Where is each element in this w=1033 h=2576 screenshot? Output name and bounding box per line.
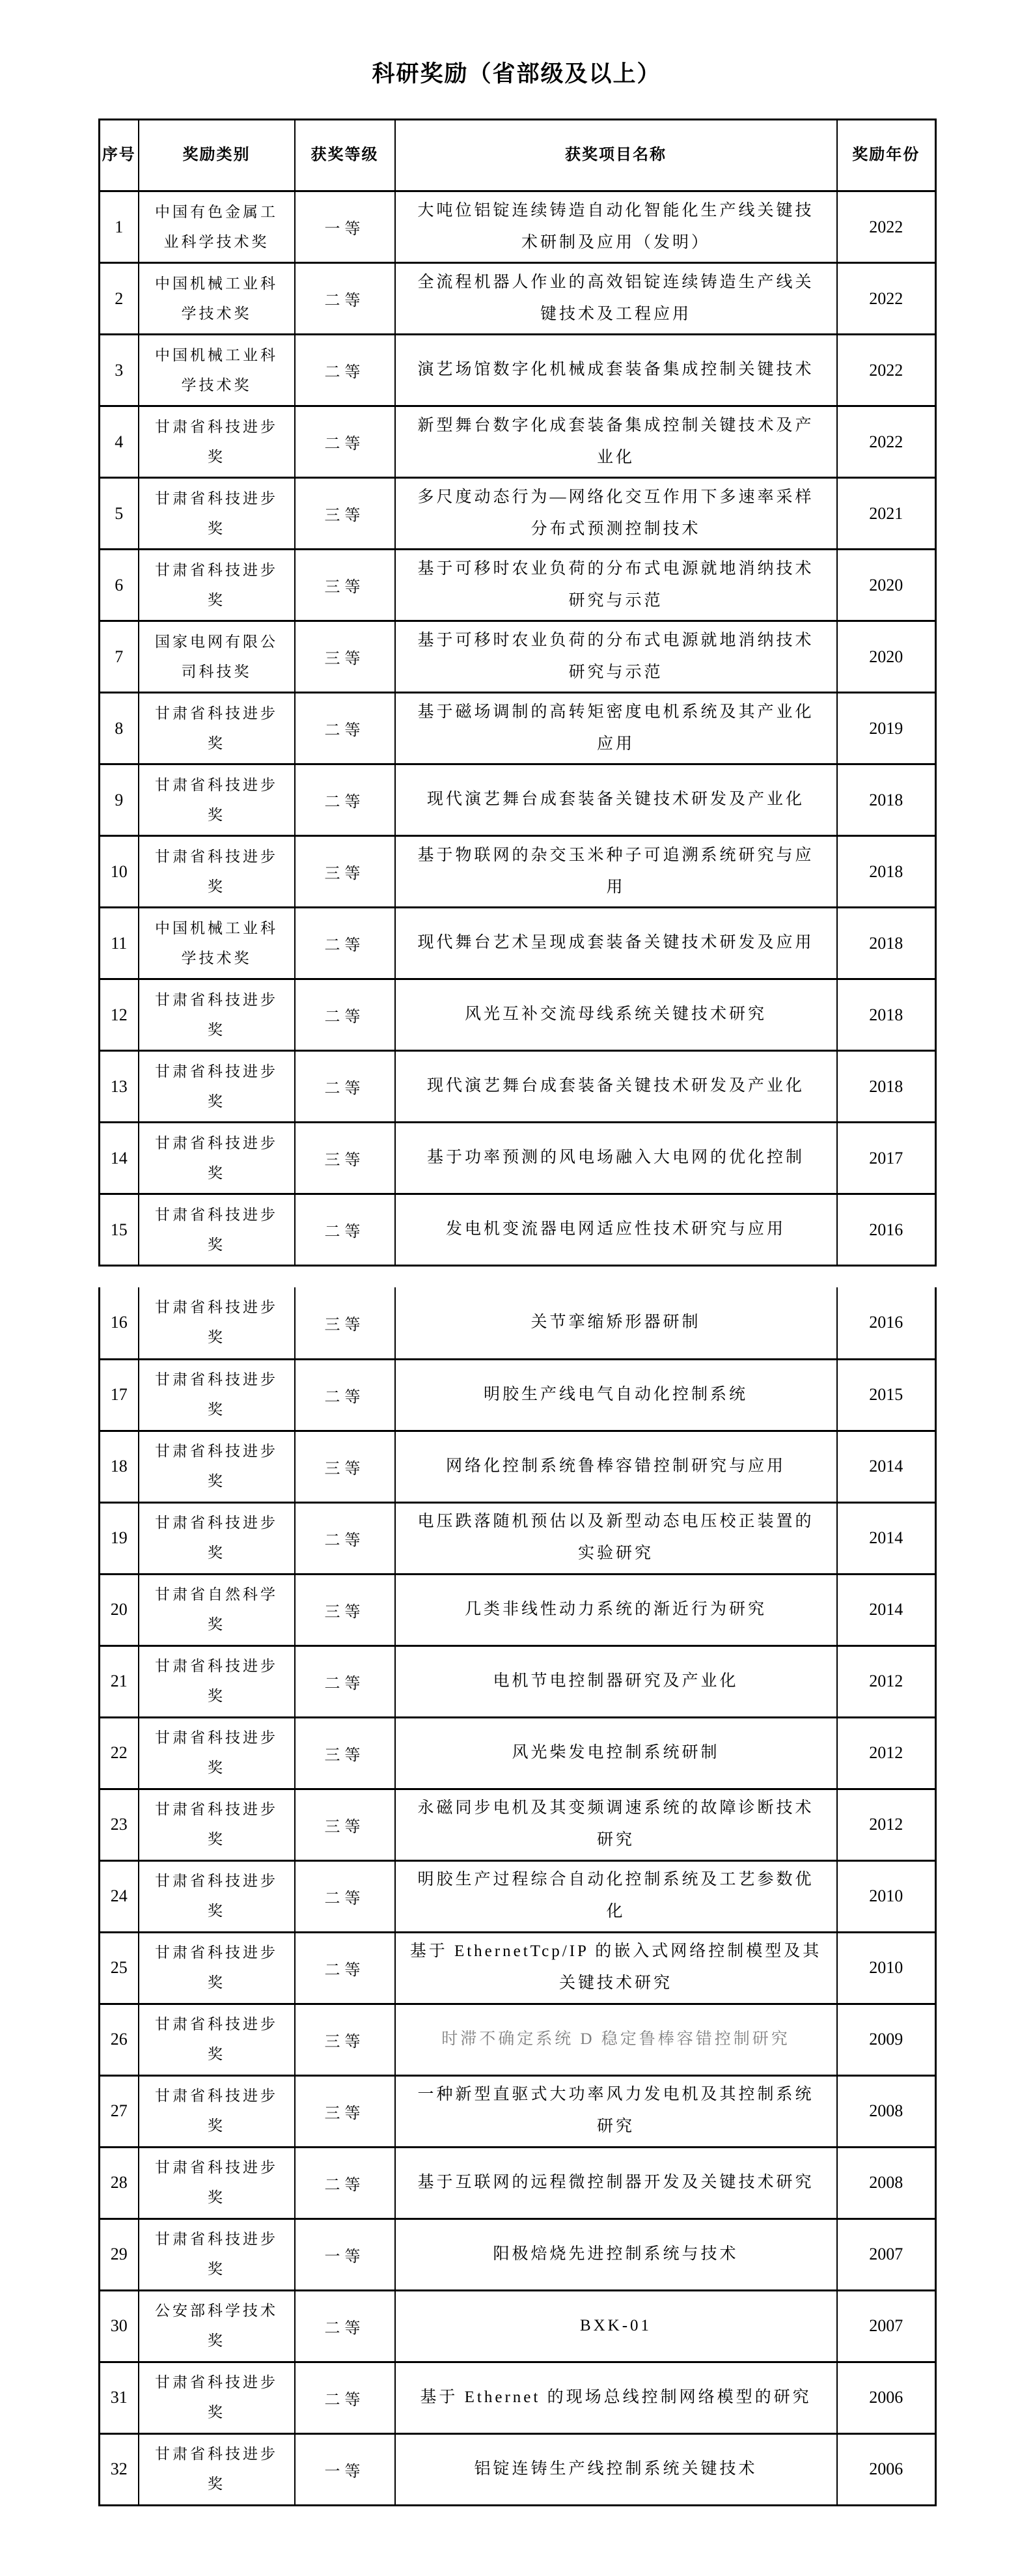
category-cell: 甘肃省科技进步奖 bbox=[139, 1431, 295, 1502]
no-cell: 6 bbox=[100, 550, 139, 621]
project-cell: BXK-01 bbox=[395, 2290, 837, 2362]
category-cell: 甘肃省科技进步奖 bbox=[139, 2147, 295, 2219]
table-row bbox=[100, 335, 936, 406]
project-cell: 阳极焙烧先进控制系统与技术 bbox=[395, 2219, 837, 2290]
table-row bbox=[100, 2362, 936, 2433]
category-cell: 甘肃省科技进步奖 bbox=[139, 764, 295, 836]
grade-cell: 三等 bbox=[295, 2004, 395, 2075]
project-cell: 基于互联网的远程微控制器开发及关键技术研究 bbox=[395, 2147, 837, 2219]
grade-cell: 二等 bbox=[295, 979, 395, 1051]
project-cell: 几类非线性动力系统的渐近行为研究 bbox=[395, 1574, 837, 1645]
year-cell: 2014 bbox=[837, 1502, 936, 1574]
year-cell: 2007 bbox=[837, 2219, 936, 2290]
grade-cell: 二等 bbox=[295, 1359, 395, 1431]
no-cell: 23 bbox=[100, 1789, 139, 1860]
year-cell: 2022 bbox=[837, 191, 936, 263]
table-row bbox=[100, 1932, 936, 2004]
table-row bbox=[100, 1645, 936, 1717]
grade-cell: 三等 bbox=[295, 1789, 395, 1860]
year-cell: 2020 bbox=[837, 550, 936, 621]
category-cell: 甘肃省科技进步奖 bbox=[139, 836, 295, 908]
no-cell: 19 bbox=[100, 1502, 139, 1574]
grade-cell: 二等 bbox=[295, 2290, 395, 2362]
no-cell: 21 bbox=[100, 1645, 139, 1717]
year-cell: 2022 bbox=[837, 406, 936, 478]
category-cell: 中国有色金属工业科学技术奖 bbox=[139, 191, 295, 263]
project-cell: 现代舞台艺术呈现成套装备关键技术研发及应用 bbox=[395, 908, 837, 979]
year-cell: 2010 bbox=[837, 1932, 936, 2004]
table-row bbox=[100, 764, 936, 836]
grade-cell: 二等 bbox=[295, 263, 395, 335]
category-cell: 公安部科学技术奖 bbox=[139, 2290, 295, 2362]
column-header-grade: 获奖等级 bbox=[295, 120, 395, 191]
grade-cell: 三等 bbox=[295, 2075, 395, 2147]
column-header-year: 奖励年份 bbox=[837, 120, 936, 191]
category-cell: 甘肃省科技进步奖 bbox=[139, 1860, 295, 1932]
category-cell: 甘肃省科技进步奖 bbox=[139, 1287, 295, 1359]
grade-cell: 二等 bbox=[295, 764, 395, 836]
category-cell: 甘肃省科技进步奖 bbox=[139, 1502, 295, 1574]
grade-cell: 一等 bbox=[295, 191, 395, 263]
project-cell: 大吨位铝锭连续铸造自动化智能化生产线关键技术研制及应用（发明） bbox=[395, 191, 837, 263]
year-cell: 2017 bbox=[837, 1123, 936, 1194]
table-row bbox=[100, 550, 936, 621]
grade-cell: 三等 bbox=[295, 1431, 395, 1502]
project-cell: 基于可移时农业负荷的分布式电源就地消纳技术研究与示范 bbox=[395, 550, 837, 621]
grade-cell: 三等 bbox=[295, 621, 395, 693]
table-row bbox=[100, 1287, 936, 1359]
category-cell: 甘肃省科技进步奖 bbox=[139, 1359, 295, 1431]
category-cell: 中国机械工业科学技术奖 bbox=[139, 335, 295, 406]
table-row bbox=[100, 2075, 936, 2147]
grade-cell: 三等 bbox=[295, 1717, 395, 1789]
no-cell: 5 bbox=[100, 478, 139, 550]
category-cell: 甘肃省科技进步奖 bbox=[139, 1194, 295, 1266]
grade-cell: 三等 bbox=[295, 1123, 395, 1194]
category-cell: 甘肃省科技进步奖 bbox=[139, 2004, 295, 2075]
grade-cell: 二等 bbox=[295, 1645, 395, 1717]
year-cell: 2012 bbox=[837, 1789, 936, 1860]
no-cell: 12 bbox=[100, 979, 139, 1051]
project-cell: 基于功率预测的风电场融入大电网的优化控制 bbox=[395, 1123, 837, 1194]
project-cell: 基于磁场调制的高转矩密度电机系统及其产业化应用 bbox=[395, 693, 837, 764]
project-cell: 明胶生产过程综合自动化控制系统及工艺参数优化 bbox=[395, 1860, 837, 1932]
project-cell: 一种新型直驱式大功率风力发电机及其控制系统研究 bbox=[395, 2075, 837, 2147]
year-cell: 2020 bbox=[837, 621, 936, 693]
no-cell: 13 bbox=[100, 1051, 139, 1123]
table-row bbox=[100, 693, 936, 764]
no-cell: 22 bbox=[100, 1717, 139, 1789]
category-cell: 国家电网有限公司科技奖 bbox=[139, 621, 295, 693]
no-cell: 25 bbox=[100, 1932, 139, 2004]
year-cell: 2018 bbox=[837, 764, 936, 836]
grade-cell: 三等 bbox=[295, 836, 395, 908]
category-cell: 甘肃省科技进步奖 bbox=[139, 550, 295, 621]
page-title: 科研奖励（省部级及以上） bbox=[372, 61, 661, 87]
table-row bbox=[100, 1574, 936, 1645]
project-cell: 铝锭连铸生产线控制系统关键技术 bbox=[395, 2433, 837, 2505]
table-row bbox=[100, 1194, 936, 1266]
no-cell: 29 bbox=[100, 2219, 139, 2290]
year-cell: 2016 bbox=[837, 1287, 936, 1359]
year-cell: 2006 bbox=[837, 2433, 936, 2505]
project-cell: 永磁同步电机及其变频调速系统的故障诊断技术研究 bbox=[395, 1789, 837, 1860]
year-cell: 2008 bbox=[837, 2075, 936, 2147]
year-cell: 2022 bbox=[837, 335, 936, 406]
no-cell: 8 bbox=[100, 693, 139, 764]
table-row bbox=[100, 406, 936, 478]
project-cell: 新型舞台数字化成套装备集成控制关键技术及产业化 bbox=[395, 406, 837, 478]
project-cell: 基于 Ethernet 的现场总线控制网络模型的研究 bbox=[395, 2362, 837, 2433]
grade-cell: 二等 bbox=[295, 1502, 395, 1574]
grade-cell: 三等 bbox=[295, 1287, 395, 1359]
no-cell: 28 bbox=[100, 2147, 139, 2219]
column-header-project: 获奖项目名称 bbox=[395, 120, 837, 191]
table-row bbox=[100, 1502, 936, 1574]
table-row bbox=[100, 1123, 936, 1194]
category-cell: 甘肃省科技进步奖 bbox=[139, 1932, 295, 2004]
no-cell: 7 bbox=[100, 621, 139, 693]
year-cell: 2012 bbox=[837, 1645, 936, 1717]
no-cell: 27 bbox=[100, 2075, 139, 2147]
grade-cell: 一等 bbox=[295, 2433, 395, 2505]
grade-cell: 二等 bbox=[295, 1194, 395, 1266]
category-cell: 甘肃省科技进步奖 bbox=[139, 1123, 295, 1194]
table-row bbox=[100, 2433, 936, 2505]
no-cell: 3 bbox=[100, 335, 139, 406]
awards-table-part-2 bbox=[98, 1287, 937, 2506]
category-cell: 甘肃省自然科学奖 bbox=[139, 1574, 295, 1645]
year-cell: 2008 bbox=[837, 2147, 936, 2219]
grade-cell: 一等 bbox=[295, 2219, 395, 2290]
year-cell: 2018 bbox=[837, 836, 936, 908]
project-cell: 电机节电控制器研究及产业化 bbox=[395, 1645, 837, 1717]
table-row bbox=[100, 1860, 936, 1932]
header-row bbox=[100, 120, 936, 191]
table-row bbox=[100, 2147, 936, 2219]
project-cell: 基于 EthernetTcp/IP 的嵌入式网络控制模型及其关键技术研究 bbox=[395, 1932, 837, 2004]
category-cell: 甘肃省科技进步奖 bbox=[139, 2219, 295, 2290]
table-row bbox=[100, 979, 936, 1051]
category-cell: 甘肃省科技进步奖 bbox=[139, 1051, 295, 1123]
year-cell: 2016 bbox=[837, 1194, 936, 1266]
project-cell: 明胶生产线电气自动化控制系统 bbox=[395, 1359, 837, 1431]
grade-cell: 二等 bbox=[295, 2362, 395, 2433]
year-cell: 2019 bbox=[837, 693, 936, 764]
no-cell: 31 bbox=[100, 2362, 139, 2433]
no-cell: 26 bbox=[100, 2004, 139, 2075]
no-cell: 20 bbox=[100, 1574, 139, 1645]
table-row bbox=[100, 1431, 936, 1502]
year-cell: 2018 bbox=[837, 979, 936, 1051]
awards-table-part-1 bbox=[98, 119, 937, 1267]
grade-cell: 三等 bbox=[295, 478, 395, 550]
project-cell: 现代演艺舞台成套装备关键技术研发及产业化 bbox=[395, 1051, 837, 1123]
no-cell: 4 bbox=[100, 406, 139, 478]
no-cell: 14 bbox=[100, 1123, 139, 1194]
table-row bbox=[100, 2219, 936, 2290]
category-cell: 甘肃省科技进步奖 bbox=[139, 2075, 295, 2147]
project-cell: 多尺度动态行为—网络化交互作用下多速率采样分布式预测控制技术 bbox=[395, 478, 837, 550]
table-row bbox=[100, 2004, 936, 2075]
category-cell: 中国机械工业科学技术奖 bbox=[139, 908, 295, 979]
no-cell: 30 bbox=[100, 2290, 139, 2362]
project-cell: 电压跌落随机预估以及新型动态电压校正装置的实验研究 bbox=[395, 1502, 837, 1574]
table-row bbox=[100, 478, 936, 550]
table-row bbox=[100, 836, 936, 908]
project-cell: 网络化控制系统鲁棒容错控制研究与应用 bbox=[395, 1431, 837, 1502]
no-cell: 2 bbox=[100, 263, 139, 335]
category-cell: 甘肃省科技进步奖 bbox=[139, 1645, 295, 1717]
no-cell: 9 bbox=[100, 764, 139, 836]
grade-cell: 二等 bbox=[295, 1932, 395, 2004]
year-cell: 2010 bbox=[837, 1860, 936, 1932]
grade-cell: 二等 bbox=[295, 693, 395, 764]
grade-cell: 三等 bbox=[295, 550, 395, 621]
grade-cell: 二等 bbox=[295, 406, 395, 478]
table-row bbox=[100, 1051, 936, 1123]
project-cell: 全流程机器人作业的高效铝锭连续铸造生产线关键技术及工程应用 bbox=[395, 263, 837, 335]
table-row bbox=[100, 263, 936, 335]
category-cell: 甘肃省科技进步奖 bbox=[139, 979, 295, 1051]
category-cell: 甘肃省科技进步奖 bbox=[139, 2433, 295, 2505]
grade-cell: 二等 bbox=[295, 1051, 395, 1123]
table-row bbox=[100, 621, 936, 693]
grade-cell: 三等 bbox=[295, 1574, 395, 1645]
project-cell: 风光柴发电控制系统研制 bbox=[395, 1717, 837, 1789]
category-cell: 甘肃省科技进步奖 bbox=[139, 478, 295, 550]
no-cell: 32 bbox=[100, 2433, 139, 2505]
year-cell: 2014 bbox=[837, 1431, 936, 1502]
project-cell: 基于物联网的杂交玉米种子可追溯系统研究与应用 bbox=[395, 836, 837, 908]
year-cell: 2014 bbox=[837, 1574, 936, 1645]
grade-cell: 二等 bbox=[295, 908, 395, 979]
no-cell: 17 bbox=[100, 1359, 139, 1431]
category-cell: 甘肃省科技进步奖 bbox=[139, 693, 295, 764]
project-cell: 关节挛缩矫形器研制 bbox=[395, 1287, 837, 1359]
project-cell: 时滞不确定系统 D 稳定鲁棒容错控制研究 bbox=[395, 2004, 837, 2075]
year-cell: 2012 bbox=[837, 1717, 936, 1789]
year-cell: 2021 bbox=[837, 478, 936, 550]
category-cell: 甘肃省科技进步奖 bbox=[139, 1789, 295, 1860]
project-cell: 基于可移时农业负荷的分布式电源就地消纳技术研究与示范 bbox=[395, 621, 837, 693]
project-cell: 发电机变流器电网适应性技术研究与应用 bbox=[395, 1194, 837, 1266]
table-row bbox=[100, 1359, 936, 1431]
year-cell: 2006 bbox=[837, 2362, 936, 2433]
year-cell: 2018 bbox=[837, 1051, 936, 1123]
grade-cell: 二等 bbox=[295, 1860, 395, 1932]
no-cell: 24 bbox=[100, 1860, 139, 1932]
no-cell: 11 bbox=[100, 908, 139, 979]
project-cell: 现代演艺舞台成套装备关键技术研发及产业化 bbox=[395, 764, 837, 836]
table-row bbox=[100, 908, 936, 979]
table-row bbox=[100, 191, 936, 263]
no-cell: 1 bbox=[100, 191, 139, 263]
table-row bbox=[100, 1789, 936, 1860]
category-cell: 甘肃省科技进步奖 bbox=[139, 1717, 295, 1789]
project-cell: 风光互补交流母线系统关键技术研究 bbox=[395, 979, 837, 1051]
no-cell: 16 bbox=[100, 1287, 139, 1359]
table-row bbox=[100, 1717, 936, 1789]
year-cell: 2009 bbox=[837, 2004, 936, 2075]
column-header-no: 序号 bbox=[100, 120, 139, 191]
no-cell: 18 bbox=[100, 1431, 139, 1502]
no-cell: 15 bbox=[100, 1194, 139, 1266]
no-cell: 10 bbox=[100, 836, 139, 908]
grade-cell: 二等 bbox=[295, 335, 395, 406]
category-cell: 甘肃省科技进步奖 bbox=[139, 406, 295, 478]
category-cell: 中国机械工业科学技术奖 bbox=[139, 263, 295, 335]
year-cell: 2007 bbox=[837, 2290, 936, 2362]
year-cell: 2018 bbox=[837, 908, 936, 979]
year-cell: 2022 bbox=[837, 263, 936, 335]
table-row bbox=[100, 2290, 936, 2362]
year-cell: 2015 bbox=[837, 1359, 936, 1431]
grade-cell: 二等 bbox=[295, 2147, 395, 2219]
column-header-category: 奖励类别 bbox=[139, 120, 295, 191]
category-cell: 甘肃省科技进步奖 bbox=[139, 2362, 295, 2433]
project-cell: 演艺场馆数字化机械成套装备集成控制关键技术 bbox=[395, 335, 837, 406]
